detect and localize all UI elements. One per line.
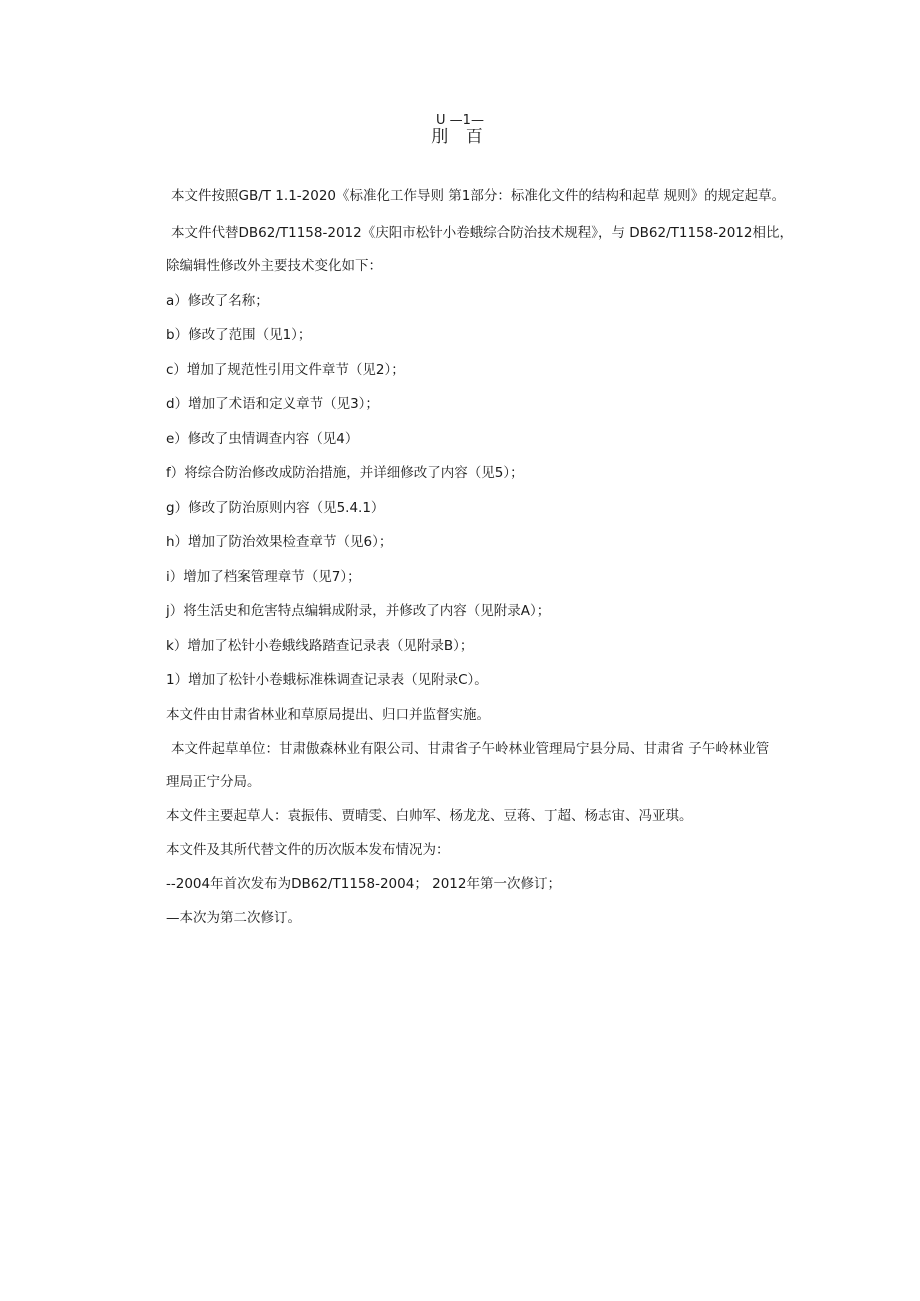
list-item: b）修改了范围（见1）；: [166, 327, 312, 343]
paragraph-drafting-rule: 本文件按照GB/T 1.1-2020《标准化工作导则 第1部分：标准化文件的结构和起草 规则》的规定起草。: [171, 188, 786, 204]
list-item: d）增加了术语和定义章节（见3）；: [166, 396, 379, 412]
list-item: k）增加了松针小卷蛾线路踏查记录表（见附录B）；: [166, 638, 474, 654]
list-item: j）将生活史和危害特点编辑成附录，并修改了内容（见附录A）；: [166, 603, 551, 619]
paragraph-drafting-units-line2: 理局正宁分局。: [166, 774, 261, 790]
list-item: g）修改了防治原则内容（见5.4.1）: [166, 500, 385, 516]
list-item: a）修改了名称；: [166, 293, 269, 309]
list-item: e）修改了虫情调查内容（见4）: [166, 431, 359, 447]
list-item: 1）增加了松针小卷蛾标准株调查记录表（见附录C）。: [166, 672, 488, 688]
paragraph-drafting-units-line1: 本文件起草单位：甘肃傲森林业有限公司、甘肃省子午岭林业管理局宁县分局、甘肃省 子午岭林业管: [171, 741, 770, 757]
paragraph-replacement-line1: 本文件代替DB62/T1158-2012《庆阳市松针小卷蛾综合防治技术规程》，与 DB62/T1158-2012相比，: [171, 225, 793, 241]
paragraph-history-intro: 本文件及其所代替文件的历次版本发布情况为：: [166, 842, 450, 858]
page-title: 刖 百: [431, 127, 489, 147]
list-item: c）增加了规范性引用文件章节（见2）；: [166, 362, 405, 378]
paragraph-replacement-line2: 除编辑性修改外主要技术变化如下：: [166, 258, 382, 274]
list-item: i）增加了档案管理章节（见7）；: [166, 569, 361, 585]
paragraph-history-current: —本次为第二次修订。: [166, 910, 301, 926]
paragraph-drafters: 本文件主要起草人：袁振伟、贾晴雯、白帅军、杨龙龙、豆蒋、丁超、杨志宙、冯亚琪。: [166, 808, 693, 824]
paragraph-proposer: 本文件由甘肃省林业和草原局提出、归口并监督实施。: [166, 707, 490, 723]
list-item: f）将综合防治修改成防治措施，并详细修改了内容（见5）；: [166, 465, 524, 481]
list-item: h）增加了防治效果检查章节（见6）；: [166, 534, 393, 550]
paragraph-history-first: --2004年首次发布为DB62/T1158-2004； 2012年第一次修订；: [166, 876, 561, 892]
page-number: U —1—: [436, 113, 484, 128]
